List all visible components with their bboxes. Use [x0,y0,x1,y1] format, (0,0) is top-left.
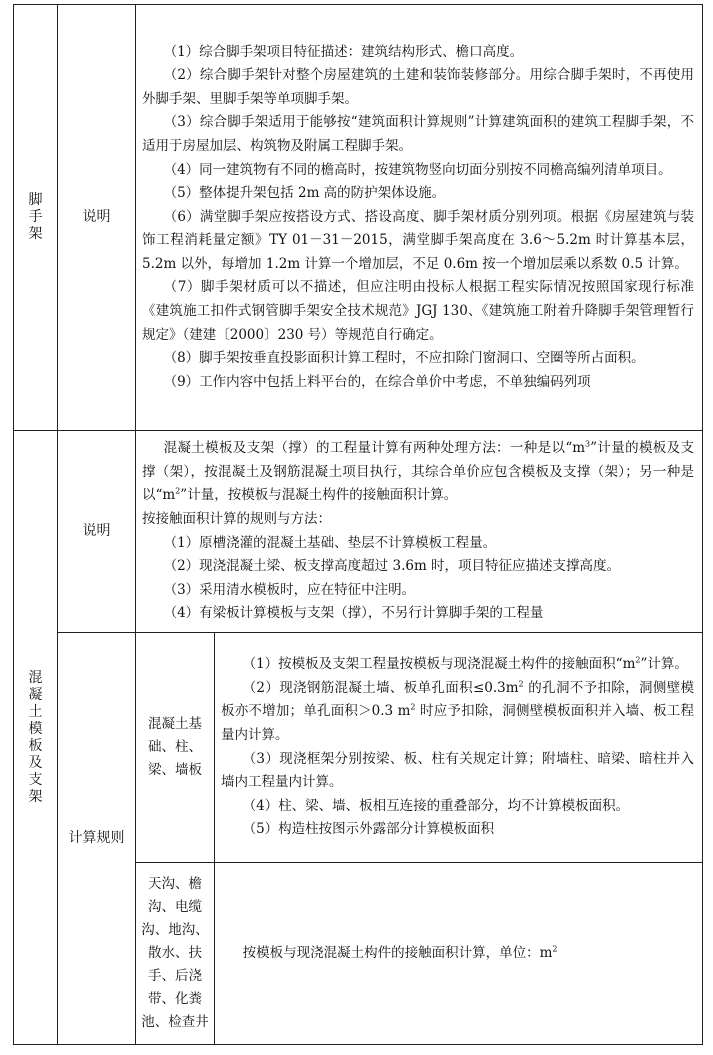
scaffold-item: （2）综合脚手架针对整个房屋建筑的土建和装饰装修部分。用综合脚手架时，不再使用外脚手架、里脚手架等单项脚手架。 [142,67,694,107]
scaffold-item: （3）综合脚手架适用于能够按“建筑面积计算规则”计算建筑面积的建筑工程脚手架，不适用于房屋加层、构筑物及附属工程脚手架。 [142,114,694,154]
concrete-rule: （4）柱、梁、墙、板相互连接的重叠部分，均不计算模板面积。 [242,797,630,814]
gutters-rule [215,863,703,1045]
formwork-item: （4）有梁板计算模板与支架（撑），不另行计算脚手架的工程量 [163,605,544,622]
scaffold-notes [136,5,703,431]
gutters-rule-text: 按模板与现浇混凝土构件的接触面积计算，单位：$m^2$ [242,944,558,961]
category-scaffold-label: 脚 手 架 [28,192,43,242]
formwork-item: （1）原槽浇灌的混凝土基础、垫层不计算模板工程量。 [163,534,497,551]
scaffold-item: （5）整体提升架包括 2m 高的防护架体设施。 [163,185,446,202]
category-formwork [14,431,58,1045]
rules-table [13,4,703,1045]
formwork-item: （2）现浇混凝土梁、板支撑高度超过 3.6m 时，项目特征应描述支撑高度。 [163,558,621,575]
formwork-item: （3）采用清水模板时，应在特征中注明。 [163,581,416,598]
concrete-rule: （2）现浇钢筋混凝土墙、板单孔面积$\le 0.3m^2$ 的孔洞不予扣除，洞侧壁模板亦不增加；单孔面积＞0.3 $m^2$ 时应予扣除，洞侧壁模板面积并入墙、板工程量内计算。 [221,679,695,743]
scaffold-item: （4）同一建筑物有不同的檐高时，按建筑物竖向切面分别按不同檐高编列清单项目。 [163,161,672,178]
formwork-intro-method: 按接触面积计算的规则与方法： [142,510,331,527]
concrete-rules [215,633,703,863]
formwork-notes [136,431,703,633]
scaffold-note-label: 说明 [58,5,136,431]
scaffold-item: （6）满堂脚手架应按搭设方式、搭设高度、脚手架材质分别列项。根据《房屋建筑与装饰工程消耗量定额》TY 01－31－2015，满堂脚手架高度在 3.6～5.2m 时计算基本层，5.2m 以外，每增加 1.2m 计算一个增加层，不足 0.6m 按一个增加层乘以系数 0.5 计算。 [142,208,694,272]
calc-rules-label: 计算规则 [58,633,136,1045]
scaffold-item: （9）工作内容中包括上料平台的，在综合单价中考虑，不单独编码列项 [163,373,591,390]
formwork-note-label: 说明 [58,431,136,633]
scaffold-item: （8）脚手架按垂直投影面积计算工程时，不应扣除门窗洞口、空圈等所占面积。 [163,350,645,367]
concrete-rule: （3）现浇框架分别按梁、板、柱有关规定计算；附墙柱、暗梁、暗柱并入墙内工程量内计算。 [221,750,694,791]
category-scaffold [14,5,58,431]
scaffold-item: （7）脚手架材质可以不描述，但应注明由投标人根据工程实际情况按照国家现行标准《建筑施工扣件式钢管脚手架安全技术规范》JGJ 130、《建筑施工附着升降脚手架管理暂行规定》（建建〔2000〕230 号）等规范自行确定。 [142,279,694,343]
formwork-intro: 混凝土模板及支架（撑）的工程量计算有两种处理方法：一种是以“$m^3$”计量的模板及支撑（架），按混凝土及钢筋混凝土项目执行，其综合单价应包含模板及支撑（架）；另一种是以“$m^2$”计量，按模板与混凝土构件的接触面积计算。 [142,439,694,504]
sub-label-concrete: 混凝土基础、柱、梁、墙板 [136,633,215,863]
concrete-rule: （5）构造柱按图示外露部分计算模板面积 [242,821,495,838]
sub-label-gutters: 天沟、檐沟、电缆沟、地沟、散水、扶手、后浇带、化粪池、检查井 [136,863,215,1045]
concrete-rule: （1）按模板及支架工程量按模板与现浇混凝土构件的接触面积“$m^2$”计算。 [242,655,688,673]
category-formwork-label: 混 凝 土 模 板 及 支 架 [28,669,43,805]
scaffold-item: （1）综合脚手架项目特征描述：建筑结构形式、檐口高度。 [163,43,524,60]
